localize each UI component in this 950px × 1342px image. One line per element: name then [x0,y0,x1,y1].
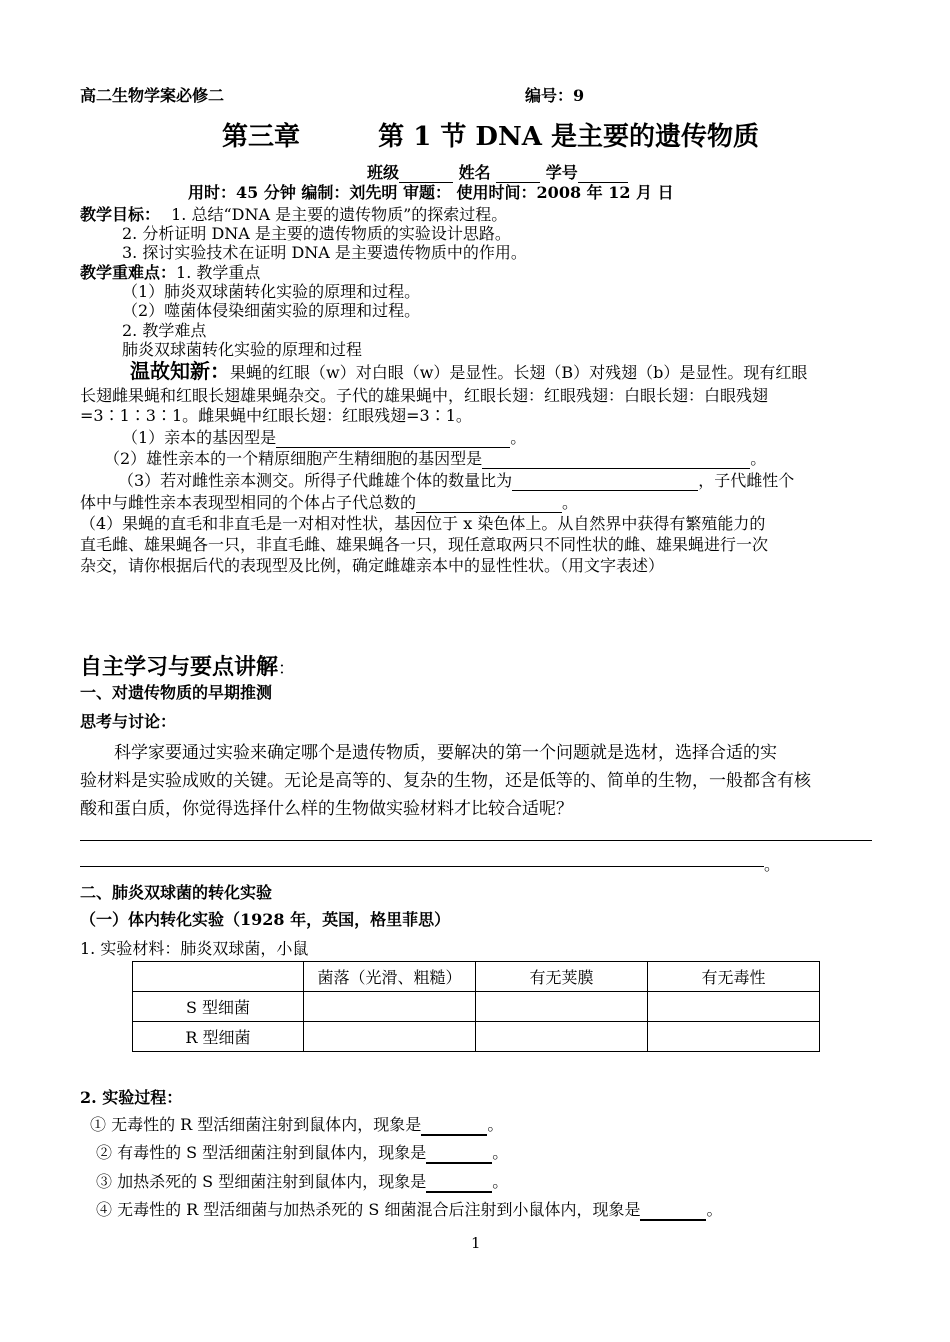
period: 。 [706,1200,723,1219]
answer-blank[interactable] [640,1200,706,1221]
process-step [96,1169,508,1193]
review-question-3-cont [80,490,578,513]
step-text: ② 有毒性的 S 型活细菌注射到鼠体内，现象是 [96,1143,427,1162]
review-text: 长翅雌果蝇和红眼长翅雄果蝇杂交。子代的雄果蝇中，红眼长翅：红眼残翅：白眼长翅：白眼残翅 [80,386,769,405]
self-study-heading [80,650,295,681]
subsection-heading: （一）体内转化实验（1928 年，英国，格里菲思） [80,910,451,929]
process-step [96,1140,508,1164]
class-label: 班级 [367,163,400,182]
question-text: （3）若对雌性亲本测交。所得子代雌雄个体的数量比为 [118,471,513,490]
answer-blank[interactable] [482,449,750,469]
answer-blank[interactable] [276,428,510,448]
table-header-cell: 菌落（光滑、粗糙） [304,962,476,992]
question-text: （2）雄性亲本的一个精原细胞产生精细胞的基因型是 [104,449,483,468]
review-question-4: 直毛雌、雄果蝇各一只，非直毛雌、雄果蝇各一只，现任意取两只不同性状的雌、雄果蝇进行一次 [80,535,769,554]
objective-item: 3. 探讨实验技术在证明 DNA 是主要遗传物质中的作用。 [122,243,527,262]
discussion-paragraph: 酸和蛋白质，你觉得选择什么样的生物做实验材料才比较合适呢？ [80,799,573,819]
step-text: ④ 无毒性的 R 型活细菌与加热杀死的 S 细菌混合后注射到小鼠体内，现象是 [96,1200,641,1219]
table-row [133,1022,820,1052]
review-question-1 [122,425,526,448]
key-point-item: （1）肺炎双球菌转化实验的原理和过程。 [122,282,421,301]
key-point-item: 1. 教学重点 [176,263,261,282]
discussion-paragraph: 科学家要通过实验来确定哪个是遗传物质，要解决的第一个问题就是选材，选择合适的实 [114,743,777,763]
objectives-label: 教学目标： [80,205,161,224]
period: 。 [492,1172,509,1191]
question-text: ，子代雌性个 [698,471,795,490]
review-question-4: （4）果蝇的直毛和非直毛是一对相对性状，基因位于 x 染色体上。从自然界中获得有繁殖能力的 [80,514,766,533]
review-question-3 [118,468,794,491]
key-point-item: （2）噬菌体侵染细菌实验的原理和过程。 [122,301,421,320]
table-row [133,992,820,1022]
review-line-1 [130,355,807,384]
table-cell[interactable] [304,992,476,1022]
table-cell[interactable] [304,1022,476,1052]
period: 。 [487,1115,504,1134]
answer-end-mark: 。 [764,855,781,874]
answer-blank[interactable] [421,1115,487,1136]
section-heading-1: 一、对遗传物质的早期推测 [80,683,273,702]
review-text: 果蝇的红眼（w）对白眼（w）是显性。长翅（B）对残翅（b）是显性。现有红眼 [230,363,808,382]
heading-text: 自主学习与要点讲解 [80,654,279,680]
key-points-label: 教学重难点： [80,263,177,282]
objective-item: 1. 总结“DNA 是主要的遗传物质”的探索过程。 [171,205,508,224]
discussion-label: 思考与讨论： [80,712,177,731]
table-row-label: S 型细菌 [133,992,304,1022]
answer-line[interactable] [80,866,764,867]
table-cell[interactable] [648,992,820,1022]
course-label: 高二生物学案必修二 [80,86,225,105]
process-step [90,1112,503,1136]
step-text: ① 无毒性的 R 型活细菌注射到鼠体内，现象是 [90,1115,422,1134]
table-cell[interactable] [476,1022,648,1052]
meta-line: 用时：45 分钟 编制：刘先明 审题： 使用时间：2008 年 12 月 日 [188,183,674,202]
page-title [222,116,759,153]
answer-blank[interactable] [512,471,698,491]
question-text: 体中与雌性亲本表现型相同的个体占子代总数的 [80,493,417,512]
discussion-paragraph: 验材料是实验成败的关键。无论是高等的、复杂的生物，还是低等的、简单的生物，一般都含有核 [80,771,811,791]
review-text: =3∶1∶3∶1。雌果蝇中红眼长翅：红眼残翅=3∶1。 [80,406,472,425]
key-point-item: 肺炎双球菌转化实验的原理和过程 [122,340,363,359]
section-title: 第 1 节 [378,122,467,152]
id-label: 学号 [545,163,578,182]
process-label: 2. 实验过程： [80,1088,183,1107]
period: 。 [750,449,767,468]
page-number: 1 [471,1234,481,1252]
answer-blank[interactable] [426,1143,492,1164]
period: 。 [562,493,579,512]
objective-item: 2. 分析证明 DNA 是主要的遗传物质的实验设计思路。 [122,224,511,243]
name-label: 姓名 [458,163,491,182]
review-label: 温故知新： [130,359,230,383]
period: 。 [510,428,527,447]
document-number: 编号：9 [525,86,585,105]
table-header-cell: 有无荚膜 [476,962,648,992]
chapter-title: 第三章 [222,122,301,152]
table-cell[interactable] [476,992,648,1022]
answer-blank[interactable] [426,1172,492,1193]
table-header-cell: 有无毒性 [648,962,820,992]
section-heading-2: 二、肺炎双球菌的转化实验 [80,883,273,902]
process-step [96,1197,722,1221]
materials-line: 1. 实验材料：肺炎双球菌，小鼠 [80,939,309,958]
period: 。 [492,1143,509,1162]
table-row-label: R 型细菌 [133,1022,304,1052]
table-header-cell [133,962,304,992]
answer-line[interactable] [80,840,872,841]
topic-title: DNA 是主要的遗传物质 [475,122,759,152]
heading-colon: ： [278,659,296,679]
bacteria-table [132,961,820,1052]
table-cell[interactable] [648,1022,820,1052]
review-question-2 [104,446,766,469]
review-question-4: 杂交，请你根据后代的表现型及比例，确定雌雄亲本中的显性性状。（用文字表述） [80,556,665,575]
key-point-item: 2. 教学难点 [122,321,207,340]
question-text: （1）亲本的基因型是 [122,428,277,447]
answer-blank[interactable] [416,493,562,513]
table-header-row [133,962,820,992]
step-text: ③ 加热杀死的 S 型细菌注射到鼠体内，现象是 [96,1172,427,1191]
